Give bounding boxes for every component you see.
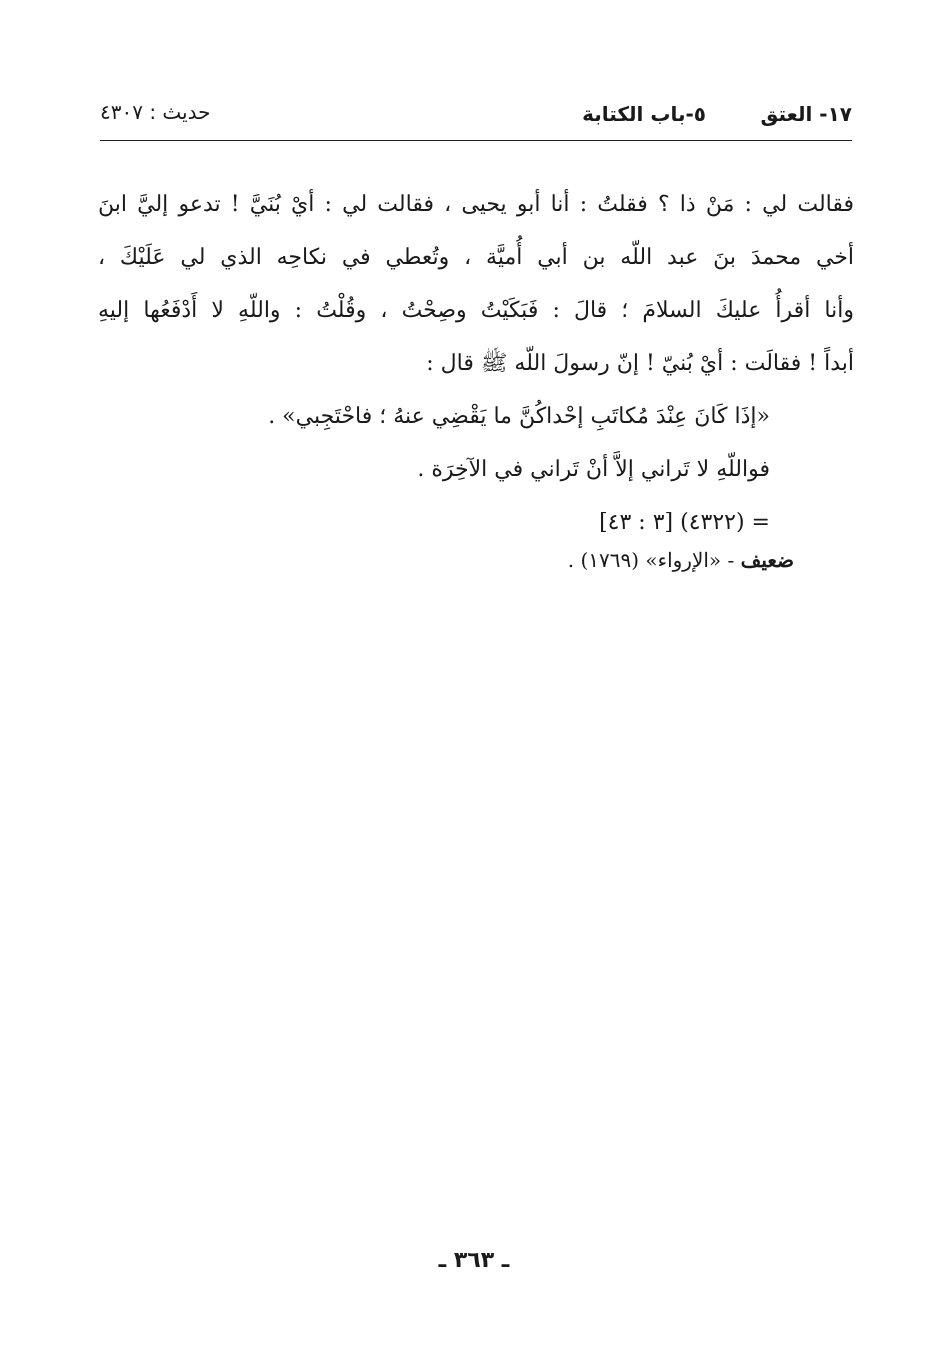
grade-note: - «الإرواء» (١٧٦٩) . — [567, 548, 741, 572]
quoted-saying: «إذَا كَانَ عِنْدَ مُكاتَبِ إحْداكُنَّ ما يَقْضِي عنهُ ؛ فاحْتَجِبي» . — [268, 404, 770, 429]
closing-line: فواللّهِ لا تَراني إلاَّ أنْ تَراني في الآخِرَة . — [417, 457, 770, 482]
grade-label: ضعيف — [740, 548, 794, 572]
header-section-title: ٥-باب الكتابة — [582, 102, 706, 126]
header-divider — [100, 140, 852, 141]
cross-reference: = (٤٣٢٢) [٣ : ٤٣] — [599, 510, 770, 535]
header-hadith-number: حديث : ٤٣٠٧ — [100, 100, 211, 124]
running-header — [100, 98, 852, 132]
text-line: وأنا أقرأُ عليكَ السلامَ ؛ قالَ : فَبَكَيْتُ وصِحْتُ ، وقُلْتُ : واللّهِ لا أَدْفَعُها إليهِ — [98, 298, 854, 323]
hadith-text — [98, 178, 854, 549]
hadith-grade — [568, 548, 794, 572]
text-line: أخي محمدَ بنَ عبد اللّه بن أبي أُميَّة ، وتُعطي في نكاحِه الذي لي عَلَيْكَ ، — [98, 245, 854, 270]
text-line: أبداً ! فقالَت : أيْ بُنيّ ! إنّ رسولَ اللّه ﷺ قال : — [426, 351, 854, 376]
page-number: ـ ٣٦٣ ـ — [438, 1248, 510, 1273]
text-line: فقالت لي : مَنْ ذا ؟ فقلتُ : أنا أبو يحيى ، فقالت لي : أيْ بُنَيَّ ! تدعو إليَّ ابنَ — [98, 192, 854, 217]
header-chapter-title: ١٧- العتق — [760, 102, 852, 126]
